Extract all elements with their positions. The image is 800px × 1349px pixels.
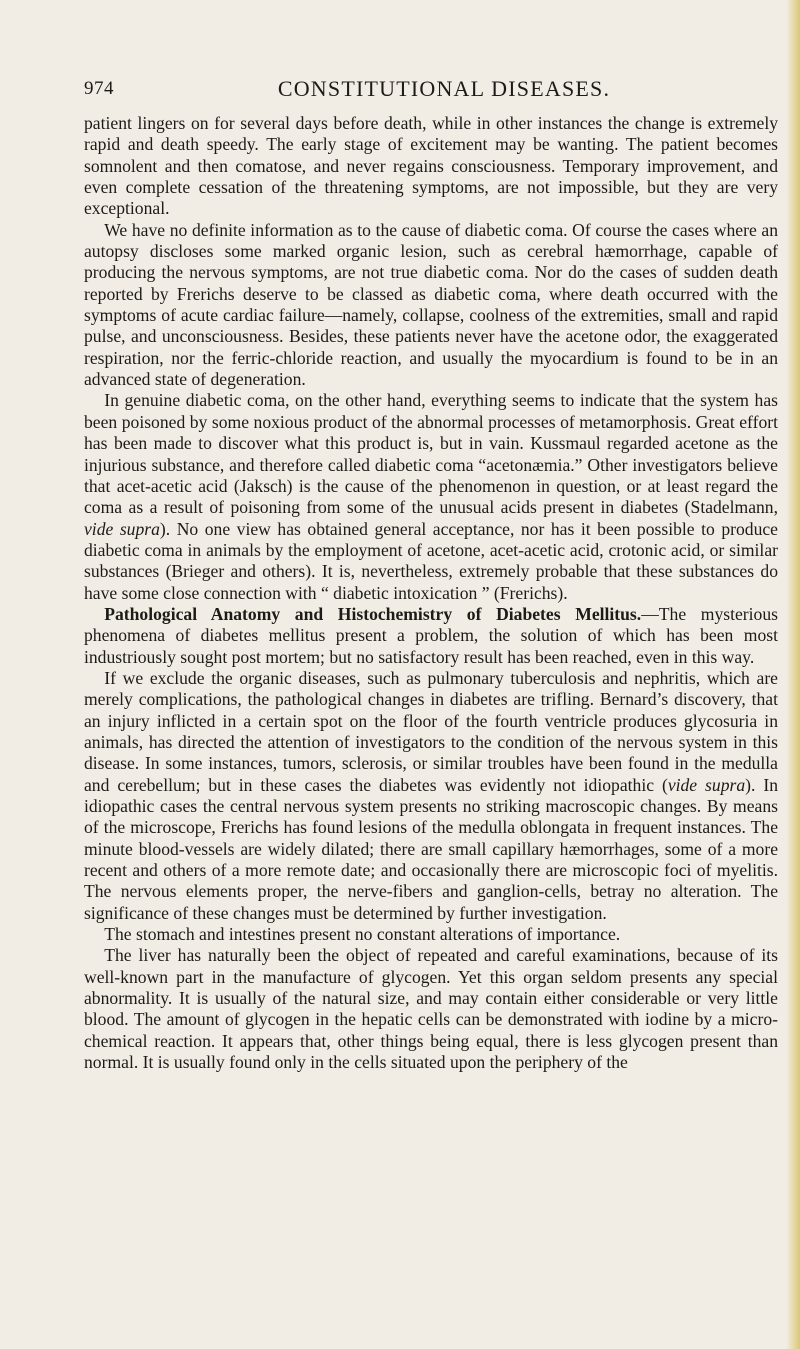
section-heading-paragraph: Pathological Anatomy and Histochemistry of Diabetes Mellitus.—The mysterious phenomena of diabetes mellitus present a problem, the solution of which has been most industriously sought post mortem; but no satisfactory result has been reached, even in this way. (84, 603, 778, 667)
italic-reference: vide supra (667, 774, 746, 795)
paragraph-1: patient lingers on for several days before death, while in other instances the change is extremely rapid and death speedy. The early stage of excitement may be wanting. The patient becomes somnolent and then comatose, and never regains consciousness. Temporary improvement, and even complete cessation of the threatening symptoms, are not impossible, but they are very exceptional. (84, 113, 778, 219)
page-edge (786, 0, 800, 1349)
page-number: 974 (84, 78, 114, 99)
section-heading: Pathological Anatomy and Histochemistry of Diabetes Mellitus. (104, 603, 642, 624)
paragraph-3: In genuine diabetic coma, on the other hand, everything seems to indicate that the system has been poisoned by some noxious product of the abnormal processes of metamorphosis. Great effort has been made to discover what this product is, but in vain. Kussmaul regarded acetone as the injurious substance, and therefore called diabetic coma “acetonæmia.” Other investigators believe that acet-acetic acid (Jaksch) is the cause of the phenomenon in question, or at least regard the coma as a result of poisoning from some of the unusual acids present in diabetes (Stadelmann, vide supra). No one view has obtained general acceptance, nor has it been possible to produce diabetic coma in animals by the employment of acetone, acet-acetic acid, crotonic acid, or similar substances (Brieger and others). It is, nevertheless, extremely probable that these substances do have some close connection with “ diabetic intoxication ” (Frerichs). (84, 390, 778, 603)
body-text (84, 113, 778, 1073)
page-header (84, 78, 776, 100)
paragraph-5: If we exclude the organic diseases, such as pulmonary tuberculosis and nephritis, which are merely complications, the pathological changes in diabetes are trifling. Bernard’s discovery, that an injury inflicted in a certain spot on the floor of the fourth ventricle produces glycosuria in animals, has directed the attention of investigators to the condition of the nervous system in this disease. In some instances, tumors, sclerosis, or similar troubles have been found in the medulla and cerebellum; but in these cases the diabetes was evidently not idiopathic (vide supra). In idiopathic cases the central nervous system presents no striking macroscopic changes. By means of the microscope, Frerichs has found lesions of the medulla oblongata in frequent instances. The minute blood-vessels are widely dilated; there are small capillary hæmorrhages, some of a more recent and others of a more remote date; and occasionally there are microscopic foci of myelitis. The nervous elements proper, the nerve-fibers and ganglion-cells, betray no alteration. The significance of these changes must be determined by further investigation. (84, 667, 778, 923)
paragraph-7: The liver has naturally been the object of repeated and careful examinations, because of its well-known part in the manufacture of glycogen. Yet this organ seldom presents any special abnormality. It is usually of the natural size, and may contain either considerable or very little blood. The amount of glycogen in the hepatic cells can be demonstrated with iodine by a micro-chemical reaction. It appears that, other things being equal, there is less glycogen present than normal. It is usually found only in the cells situated upon the periphery of the (84, 945, 778, 1073)
paragraph-2: We have no definite information as to the cause of diabetic coma. Of course the cases where an autopsy discloses some marked organic lesion, such as cerebral hæmorrhage, capable of producing the nervous symptoms, are not true diabetic coma. Nor do the cases of sudden death reported by Frerichs deserve to be classed as diabetic coma, where death occurred with the symptoms of acute cardiac failure—namely, collapse, coolness of the extremities, small and rapid pulse, and unconsciousness. Besides, these patients never have the acetone odor, the exaggerated respiration, nor the ferric-chloride reaction, and usually the myocardium is found to be in an advanced state of degeneration. (84, 219, 778, 390)
running-head: CONSTITUTIONAL DISEASES. (277, 76, 611, 101)
italic-reference: vide supra (84, 518, 160, 539)
paragraph-6: The stomach and intestines present no constant alterations of importance. (104, 924, 621, 945)
